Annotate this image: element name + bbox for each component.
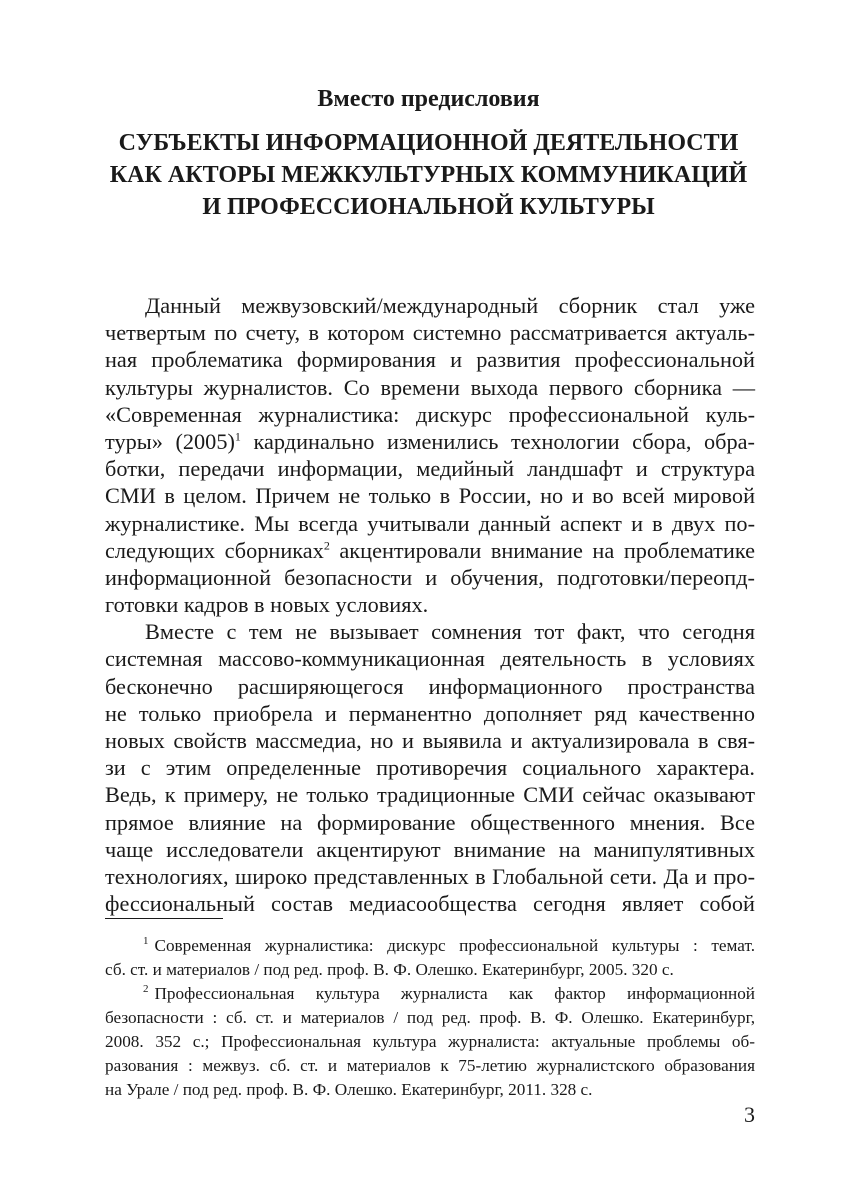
text-line: Данный межвузовский/международный сборник стал уже [145,293,755,318]
text-line: Ведь, к примеру, не только традиционные СМИ сейчас оказывают [105,782,755,808]
footnote-text: Современная журналистика: дискурс профессиональной культуры : темат. [154,936,755,955]
text-line: СМИ в целом. Причем не только в России, но и во всей мировой [105,483,755,509]
chapter-title [0,127,857,223]
text-line: фессиональный состав медиасообщества сегодня являет собой [105,891,755,917]
text-fragment: туры» (2005) [105,428,235,454]
text-fragment: акцентировали внимание на проблематике [329,537,755,563]
footnote-line: безопасности : сб. ст. и материалов / под ред. проф. В. Ф. Олешко. Екатеринбург, [105,1008,755,1027]
footnote-line: 2008. 352 с.; Профессиональная культура журналиста: актуальные проблемы об- [105,1032,755,1051]
footnote-line [105,982,755,1006]
text-line: журналистике. Мы всегда учитывали данный аспект и в двух по- [105,510,755,536]
text-line: прямое влияние на формирование общественного мнения. Все [105,809,755,835]
text-line: ная проблематика формирования и развития профессиональной [105,347,755,373]
text-line: не только приобрела и перманентно дополняет ряд качественно [105,700,755,726]
text-line: системная массово-коммуникационная деятельность в условиях [105,646,755,672]
text-line: информационной безопасности и обучения, подготовки/переопд- [105,564,755,590]
footnote-line: сб. ст. и материалов / под ред. проф. В. Ф. Олешко. Екатеринбург, 2005. 320 с. [105,960,674,979]
text-line: Вместе с тем не вызывает сомнения тот факт, что сегодня [145,619,755,645]
text-line [105,537,755,564]
text-fragment: следующих сборниках [105,537,324,563]
text-line: четвертым по счету, в котором системно рассматривается актуаль- [105,320,755,346]
body-text [105,292,755,917]
text-line: ботки, передачи информации, медийный ландшафт и структура [105,456,755,482]
page-number: 3 [744,1102,755,1127]
footnote-mark: 2 [143,983,149,996]
footnote-line: на Урале / под ред. проф. В. Ф. Олешко. Екатеринбург, 2011. 328 с. [105,1080,593,1099]
footnotes [105,934,755,1102]
chapter-title-line: КАК АКТОРЫ МЕЖКУЛЬТУРНЫХ КОММУНИКАЦИЙ [109,162,748,188]
text-line: зи с этим определенные противоречия социального характера. [105,755,755,781]
footnote-text: Профессиональная культура журналиста как фактор информационной [154,984,755,1003]
text-line: готовки кадров в новых условиях. [105,592,429,618]
text-line: «Современная журналистика: дискурс профессиональной куль- [105,401,755,427]
text-line: чаще исследователи акцентируют внимание на манипулятивных [105,836,755,862]
text-line [105,428,755,455]
text-line: бесконечно расширяющегося информационного пространства [105,673,755,699]
text-fragment: кардинально изменились технологии сбора, обра- [240,428,755,454]
chapter-title-line: СУБЪЕКТЫ ИНФОРМАЦИОННОЙ ДЕЯТЕЛЬНОСТИ [118,130,739,156]
footnote-divider [105,918,223,919]
footnote-line [105,934,755,958]
text-line: культуры журналистов. Со времени выхода первого сборника — [105,374,755,400]
footnote-line: разования : межвуз. сб. ст. и материалов к 75-летию журналистского образования [105,1056,755,1075]
section-pre-title: Вместо предисловия [317,86,540,112]
chapter-title-line: И ПРОФЕССИОНАЛЬНОЙ КУЛЬТУРЫ [202,194,655,220]
text-line: новых свойств массмедиа, но и выявила и актуализировала в свя- [105,728,755,753]
footnote-ref[interactable]: 1 [234,429,241,444]
text-line: технологиях, широко представленных в Глобальной сети. Да и про- [105,863,755,889]
footnote-ref[interactable]: 2 [323,538,330,553]
footnote-mark: 1 [143,935,149,948]
